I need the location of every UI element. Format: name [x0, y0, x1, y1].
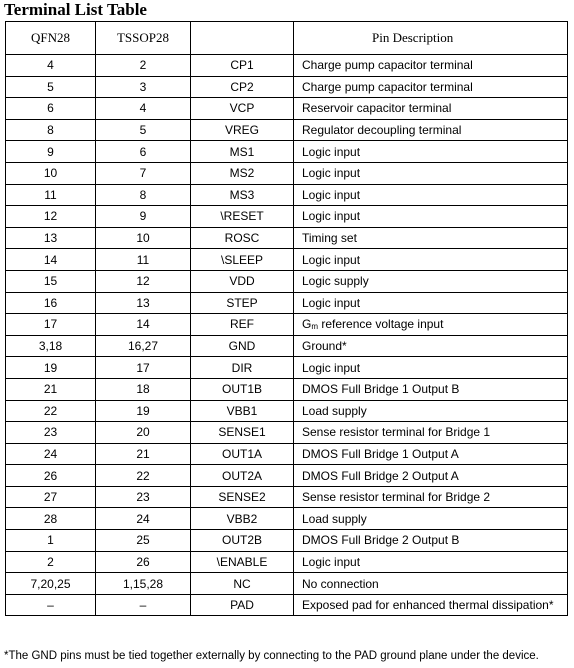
tssop28-pin-cell: 20 — [96, 422, 191, 444]
pin-name-cell: ROSC — [191, 227, 294, 249]
qfn28-pin-cell: 12 — [6, 206, 96, 228]
table-row — [6, 292, 568, 314]
pin-name-cell: REF — [191, 314, 294, 336]
pin-name-cell: VDD — [191, 270, 294, 292]
table-row — [6, 98, 568, 120]
table-row — [6, 378, 568, 400]
pin-description-cell: DMOS Full Bridge 2 Output A — [294, 465, 568, 487]
table-row — [6, 184, 568, 206]
table-row — [6, 227, 568, 249]
pin-description-cell — [294, 314, 568, 336]
tssop28-pin-cell: 21 — [96, 443, 191, 465]
tssop28-pin-cell: 11 — [96, 249, 191, 271]
pin-name-cell: VCP — [191, 98, 294, 120]
pin-name-cell: VBB1 — [191, 400, 294, 422]
qfn28-pin-cell: 13 — [6, 227, 96, 249]
pin-description-cell: Logic input — [294, 357, 568, 379]
tssop28-pin-cell: 22 — [96, 465, 191, 487]
pin-description-cell: Logic input — [294, 184, 568, 206]
pin-name-cell: \RESET — [191, 206, 294, 228]
qfn28-pin-cell: 4 — [6, 55, 96, 77]
pin-description-cell: Logic input — [294, 141, 568, 163]
tssop28-pin-cell: 23 — [96, 486, 191, 508]
pin-name-cell: SENSE1 — [191, 422, 294, 444]
qfn28-pin-cell: 24 — [6, 443, 96, 465]
qfn28-pin-cell: 7,20,25 — [6, 573, 96, 595]
pin-name-cell: MS1 — [191, 141, 294, 163]
tssop28-pin-cell: 17 — [96, 357, 191, 379]
qfn28-pin-cell: 14 — [6, 249, 96, 271]
pin-name-cell: \SLEEP — [191, 249, 294, 271]
table-row — [6, 335, 568, 357]
table-row — [6, 486, 568, 508]
tssop28-pin-cell: 26 — [96, 551, 191, 573]
table-row — [6, 141, 568, 163]
qfn28-pin-cell: 3,18 — [6, 335, 96, 357]
pin-description-cell: No connection — [294, 573, 568, 595]
pin-name-cell: MS3 — [191, 184, 294, 206]
tssop28-pin-cell: 9 — [96, 206, 191, 228]
qfn28-pin-cell: 11 — [6, 184, 96, 206]
tssop28-pin-cell: 12 — [96, 270, 191, 292]
table-row — [6, 594, 568, 616]
tssop28-pin-cell: 8 — [96, 184, 191, 206]
table-title: Terminal List Table — [4, 0, 147, 19]
pin-name-cell: CP1 — [191, 55, 294, 77]
table-row — [6, 465, 568, 487]
qfn28-pin-cell: 2 — [6, 551, 96, 573]
table-row — [6, 573, 568, 595]
pin-description-cell: Reservoir capacitor terminal — [294, 98, 568, 120]
pin-description-cell: DMOS Full Bridge 1 Output B — [294, 378, 568, 400]
pin-description-cell: Logic input — [294, 292, 568, 314]
pin-name-cell: \ENABLE — [191, 551, 294, 573]
tssop28-pin-cell: 13 — [96, 292, 191, 314]
pin-description-cell: Regulator decoupling terminal — [294, 119, 568, 141]
description-subscript: m — [311, 322, 319, 332]
pin-description-cell: Timing set — [294, 227, 568, 249]
table-row — [6, 530, 568, 552]
pin-name-cell: OUT1A — [191, 443, 294, 465]
qfn28-pin-cell: 28 — [6, 508, 96, 530]
tssop28-pin-cell: 5 — [96, 119, 191, 141]
header-row — [6, 22, 568, 55]
header-pin-description: Pin Description — [294, 22, 568, 55]
qfn28-pin-cell: 23 — [6, 422, 96, 444]
qfn28-pin-cell: 26 — [6, 465, 96, 487]
qfn28-pin-cell: 27 — [6, 486, 96, 508]
table-row — [6, 551, 568, 573]
table-body — [6, 55, 568, 616]
qfn28-pin-cell: 21 — [6, 378, 96, 400]
description-symbol: G — [302, 317, 312, 332]
tssop28-pin-cell: 1,15,28 — [96, 573, 191, 595]
qfn28-pin-cell: 1 — [6, 530, 96, 552]
tssop28-pin-cell: 3 — [96, 76, 191, 98]
qfn28-pin-cell: 17 — [6, 314, 96, 336]
pin-name-cell: GND — [191, 335, 294, 357]
pin-description-cell: Ground* — [294, 335, 568, 357]
table-row — [6, 270, 568, 292]
table-row — [6, 357, 568, 379]
header-name — [191, 22, 294, 55]
pin-name-cell: OUT2B — [191, 530, 294, 552]
table-row — [6, 314, 568, 336]
tssop28-pin-cell: 10 — [96, 227, 191, 249]
pin-description-cell: Load supply — [294, 400, 568, 422]
pin-name-cell: SENSE2 — [191, 486, 294, 508]
pin-description-cell: Sense resistor terminal for Bridge 1 — [294, 422, 568, 444]
table-row — [6, 119, 568, 141]
pin-name-cell: CP2 — [191, 76, 294, 98]
tssop28-pin-cell: 19 — [96, 400, 191, 422]
pin-description-cell: Logic input — [294, 551, 568, 573]
tssop28-pin-cell: 24 — [96, 508, 191, 530]
tssop28-pin-cell: 25 — [96, 530, 191, 552]
qfn28-pin-cell: 9 — [6, 141, 96, 163]
pin-name-cell: DIR — [191, 357, 294, 379]
table-row — [6, 55, 568, 77]
pin-description-cell: Logic input — [294, 206, 568, 228]
pin-name-cell: VREG — [191, 119, 294, 141]
pin-description-cell: Logic input — [294, 162, 568, 184]
qfn28-pin-cell: 15 — [6, 270, 96, 292]
pin-name-cell: MS2 — [191, 162, 294, 184]
pin-name-cell: OUT2A — [191, 465, 294, 487]
pin-name-cell: VBB2 — [191, 508, 294, 530]
pin-description-cell: Exposed pad for enhanced thermal dissipation* — [294, 594, 568, 616]
pin-description-cell: DMOS Full Bridge 1 Output A — [294, 443, 568, 465]
table-row — [6, 443, 568, 465]
pin-description-cell: Load supply — [294, 508, 568, 530]
table-row — [6, 508, 568, 530]
qfn28-pin-cell: 10 — [6, 162, 96, 184]
tssop28-pin-cell: 14 — [96, 314, 191, 336]
table-row — [6, 162, 568, 184]
header-tssop28: TSSOP28 — [96, 22, 191, 55]
pin-description-cell: Sense resistor terminal for Bridge 2 — [294, 486, 568, 508]
pin-description-cell: DMOS Full Bridge 2 Output B — [294, 530, 568, 552]
tssop28-pin-cell: 6 — [96, 141, 191, 163]
description-text: reference voltage input — [318, 317, 444, 332]
pin-name-cell: STEP — [191, 292, 294, 314]
qfn28-pin-cell: 16 — [6, 292, 96, 314]
terminal-list-table — [5, 21, 568, 616]
table-row — [6, 422, 568, 444]
tssop28-pin-cell: 18 — [96, 378, 191, 400]
table-row — [6, 400, 568, 422]
table-row — [6, 206, 568, 228]
table-row — [6, 76, 568, 98]
footnote: *The GND pins must be tied together externally by connecting to the PAD ground plane under the device. — [4, 650, 539, 662]
qfn28-pin-cell: 6 — [6, 98, 96, 120]
tssop28-pin-cell: 4 — [96, 98, 191, 120]
pin-name-cell: NC — [191, 573, 294, 595]
tssop28-pin-cell: 16,27 — [96, 335, 191, 357]
qfn28-pin-cell: 5 — [6, 76, 96, 98]
header-qfn28: QFN28 — [6, 22, 96, 55]
tssop28-pin-cell: 2 — [96, 55, 191, 77]
tssop28-pin-cell: 7 — [96, 162, 191, 184]
table-row — [6, 249, 568, 271]
pin-name-cell: OUT1B — [191, 378, 294, 400]
pin-description-cell: Logic supply — [294, 270, 568, 292]
pin-name-cell: PAD — [191, 594, 294, 616]
qfn28-pin-cell: 8 — [6, 119, 96, 141]
pin-description-cell: Logic input — [294, 249, 568, 271]
qfn28-pin-cell: – — [6, 594, 96, 616]
qfn28-pin-cell: 22 — [6, 400, 96, 422]
tssop28-pin-cell: – — [96, 594, 191, 616]
pin-description-cell: Charge pump capacitor terminal — [294, 76, 568, 98]
qfn28-pin-cell: 19 — [6, 357, 96, 379]
pin-description-cell: Charge pump capacitor terminal — [294, 55, 568, 77]
